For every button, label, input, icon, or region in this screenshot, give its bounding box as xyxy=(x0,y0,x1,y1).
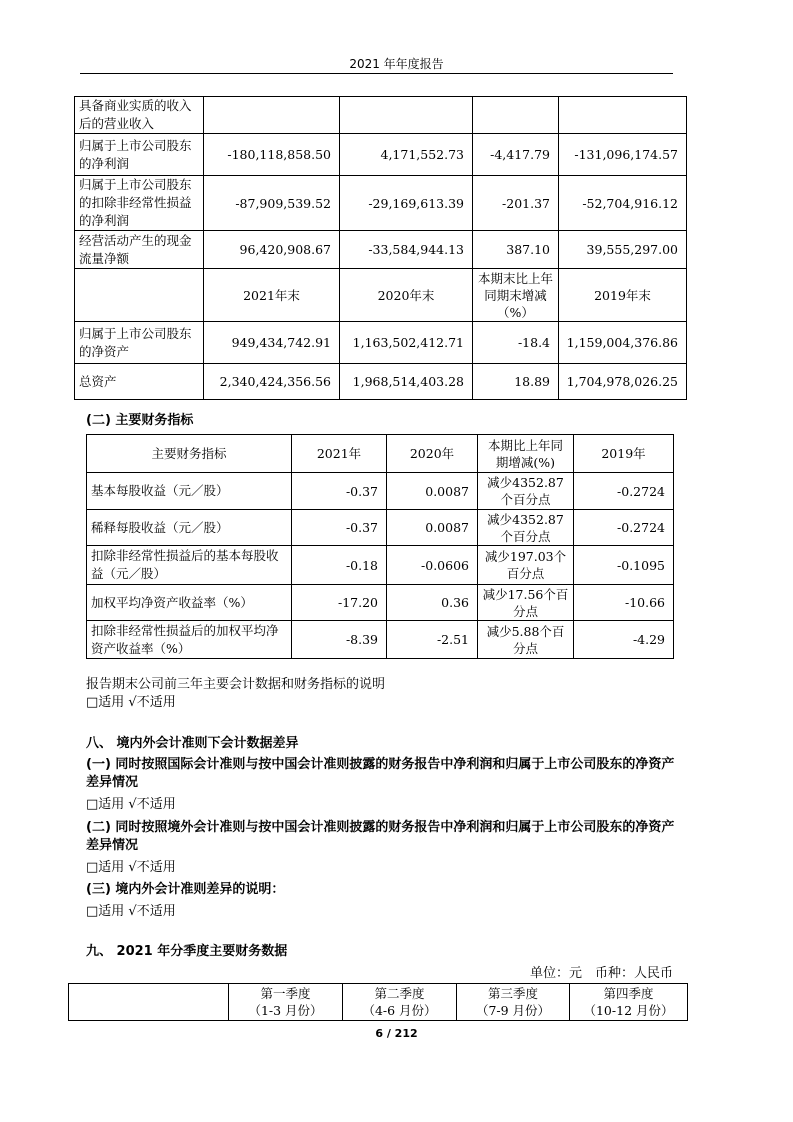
table-row xyxy=(75,231,687,269)
value-2020: -29,169,613.39 xyxy=(340,176,473,231)
quarter-months: （1-3 月份） xyxy=(248,1003,323,1018)
value-2019: -0.2724 xyxy=(574,510,674,546)
value-2021: -0.37 xyxy=(292,473,387,510)
value-change: -4,417.79 xyxy=(473,134,559,176)
quarter-name: 第二季度 xyxy=(374,986,425,1001)
value-2020: 1,163,502,412.71 xyxy=(340,322,473,364)
value-2021: -180,118,858.50 xyxy=(204,134,340,176)
value-2019: -0.2724 xyxy=(574,473,674,510)
value-change: 减少197.03个百分点 xyxy=(478,546,574,585)
subsection-ifrs-differences: (一) 同时按照国际会计准则与按中国会计准则披露的财务报告中净利润和归属于上市公司股东的净资产差异情况 xyxy=(86,757,675,790)
column-header-indicator: 主要财务指标 xyxy=(87,435,292,473)
accounting-data-table xyxy=(74,96,687,400)
value-change: -18.4 xyxy=(473,322,559,364)
table-row xyxy=(87,621,674,659)
page-number: 6 / 212 xyxy=(375,1027,418,1040)
value-2021: 949,434,742.91 xyxy=(204,322,340,364)
row-label: 扣除非经常性损益后的基本每股收益（元／股） xyxy=(87,546,292,585)
subsection-foreign-gaap-differences: (二) 同时按照境外会计准则与按中国会计准则披露的财务报告中净利润和归属于上市公司股东的净资产差异情况 xyxy=(86,820,675,853)
value-change: 减少4352.87个百分点 xyxy=(478,473,574,510)
quarter-name: 第四季度 xyxy=(603,986,654,1001)
report-header-title: 2021 年年度报告 xyxy=(349,57,444,71)
column-header-q2 xyxy=(343,984,457,1021)
value-2021: -8.39 xyxy=(292,621,387,659)
value-change: 387.10 xyxy=(473,231,559,269)
subsection-foreign-gaap-applicable: □适用 √不适用 xyxy=(86,860,176,875)
row-label: 加权平均净资产收益率（%） xyxy=(87,585,292,621)
indicator-note-applicable: □适用 √不适用 xyxy=(86,695,176,710)
empty-cell xyxy=(69,984,229,1021)
column-header-2021-end: 2021年末 xyxy=(204,269,340,322)
table-header-row xyxy=(69,984,688,1021)
table-row xyxy=(87,585,674,621)
value-2021: -0.37 xyxy=(292,510,387,546)
value-2020: -0.0606 xyxy=(387,546,478,585)
column-header-2020-end: 2020年末 xyxy=(340,269,473,322)
subsection-ifrs-applicable: □适用 √不适用 xyxy=(86,797,176,812)
value-2021: 2,340,424,356.56 xyxy=(204,364,340,400)
row-label: 归属于上市公司股东的净资产 xyxy=(75,322,204,364)
value-2021: 96,420,908.67 xyxy=(204,231,340,269)
value-2019: -52,704,916.12 xyxy=(559,176,687,231)
column-header-change: 本期比上年同期增减(%) xyxy=(478,435,574,473)
table-row xyxy=(75,97,687,134)
value-2019: -131,096,174.57 xyxy=(559,134,687,176)
table-row xyxy=(87,546,674,585)
table-row xyxy=(75,176,687,231)
value-change: 减少17.56个百分点 xyxy=(478,585,574,621)
value-2020: 0.36 xyxy=(387,585,478,621)
indicator-note: 报告期末公司前三年主要会计数据和财务指标的说明 xyxy=(86,677,386,692)
subsection-gaap-explanation-applicable: □适用 √不适用 xyxy=(86,904,176,919)
row-label: 基本每股收益（元／股） xyxy=(87,473,292,510)
value-2020: -2.51 xyxy=(387,621,478,659)
row-label: 扣除非经常性损益后的加权平均净资产收益率（%） xyxy=(87,621,292,659)
column-header-2021: 2021年 xyxy=(292,435,387,473)
financial-indicators-table xyxy=(86,434,674,659)
column-header-2020: 2020年 xyxy=(387,435,478,473)
table-subheader-row xyxy=(75,269,687,322)
value-2019: -0.1095 xyxy=(574,546,674,585)
table-row xyxy=(87,510,674,546)
quarter-months: （7-9 月份） xyxy=(475,1003,551,1018)
unit-currency-note: 单位：元 币种：人民币 xyxy=(529,966,673,981)
value-2019: -10.66 xyxy=(574,585,674,621)
value-2020: -33,584,944.13 xyxy=(340,231,473,269)
quarter-name: 第三季度 xyxy=(487,986,538,1001)
subsection-gaap-explanation: (三) 境内外会计准则差异的说明： xyxy=(86,882,285,897)
value-2021: -0.18 xyxy=(292,546,387,585)
table-row xyxy=(75,364,687,400)
value-2020 xyxy=(340,97,473,134)
section-title-quarterly-data: 九、 2021 年分季度主要财务数据 xyxy=(86,944,288,959)
column-header-2019: 2019年 xyxy=(574,435,674,473)
value-change: 减少5.88个百分点 xyxy=(478,621,574,659)
value-2020: 4,171,552.73 xyxy=(340,134,473,176)
value-2019: 1,159,004,376.86 xyxy=(559,322,687,364)
section-title-gaap-differences: 八、 境内外会计准则下会计数据差异 xyxy=(86,736,299,751)
table-row xyxy=(87,473,674,510)
row-label: 稀释每股收益（元／股） xyxy=(87,510,292,546)
value-change xyxy=(473,97,559,134)
row-label: 具备商业实质的收入后的营业收入 xyxy=(75,97,204,134)
value-change: -201.37 xyxy=(473,176,559,231)
value-2019: -4.29 xyxy=(574,621,674,659)
empty-cell xyxy=(75,269,204,322)
row-label: 归属于上市公司股东的扣除非经常性损益的净利润 xyxy=(75,176,204,231)
table-row xyxy=(75,322,687,364)
value-2021 xyxy=(204,97,340,134)
column-header-q1 xyxy=(229,984,343,1021)
column-header-q3 xyxy=(457,984,570,1021)
table-header-row xyxy=(87,435,674,473)
value-2021: -17.20 xyxy=(292,585,387,621)
row-label: 经营活动产生的现金流量净额 xyxy=(75,231,204,269)
column-header-2019-end: 2019年末 xyxy=(559,269,687,322)
value-2019: 1,704,978,026.25 xyxy=(559,364,687,400)
value-change: 18.89 xyxy=(473,364,559,400)
table-row xyxy=(75,134,687,176)
section-title-key-indicators: (二) 主要财务指标 xyxy=(86,413,194,428)
value-2019 xyxy=(559,97,687,134)
row-label: 归属于上市公司股东的净利润 xyxy=(75,134,204,176)
value-2020: 1,968,514,403.28 xyxy=(340,364,473,400)
quarter-months: （4-6 月份） xyxy=(362,1003,437,1018)
row-label: 总资产 xyxy=(75,364,204,400)
value-change: 减少4352.87个百分点 xyxy=(478,510,574,546)
value-2020: 0.0087 xyxy=(387,473,478,510)
header-divider xyxy=(80,73,673,74)
value-2021: -87,909,539.52 xyxy=(204,176,340,231)
value-2019: 39,555,297.00 xyxy=(559,231,687,269)
quarter-months: （10-12 月份） xyxy=(583,1003,674,1018)
value-2020: 0.0087 xyxy=(387,510,478,546)
quarterly-data-table xyxy=(68,983,688,1021)
quarter-name: 第一季度 xyxy=(260,986,311,1001)
column-header-q4 xyxy=(570,984,688,1021)
column-header-change: 本期末比上年同期末增减（%） xyxy=(473,269,559,322)
